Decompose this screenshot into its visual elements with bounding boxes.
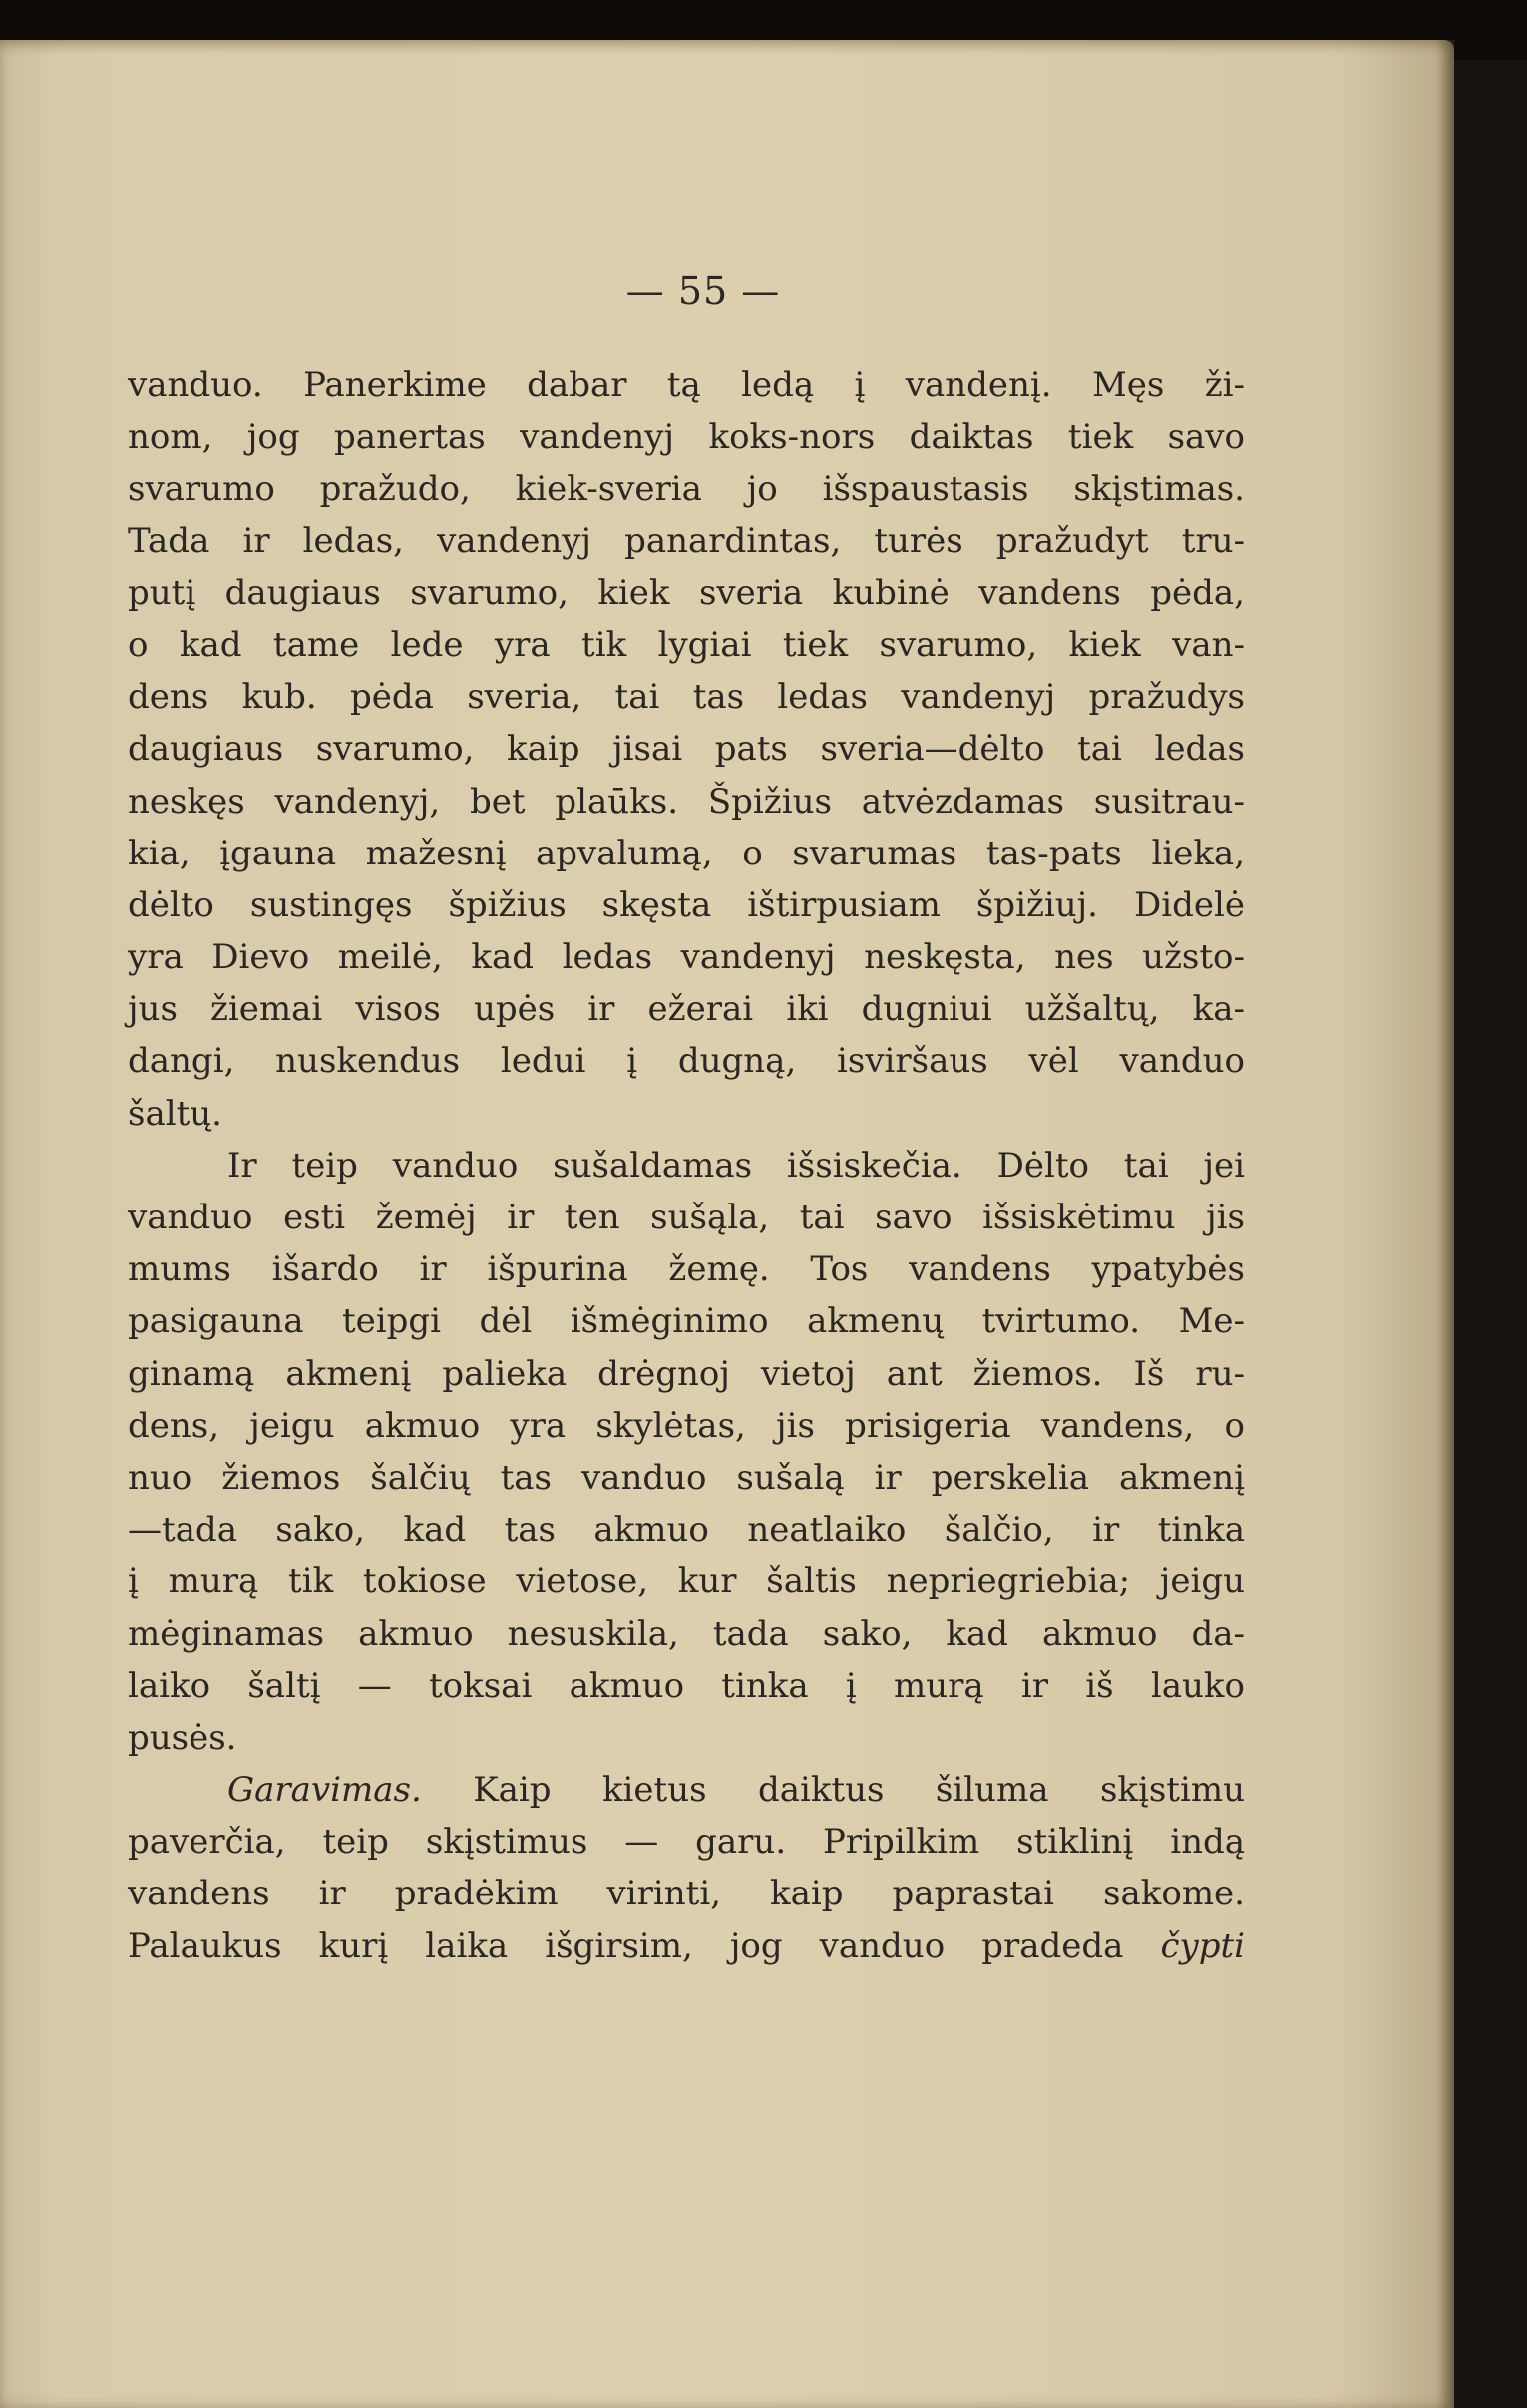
text-line: pusės. — [128, 1717, 237, 1758]
text-line: pasigauna teipgi dėl išmėginimo akmenų tvirtumo. Me- — [128, 1301, 1245, 1342]
text-line — [128, 1920, 1245, 1972]
text-line: putį daugiaus svarumo, kiek sveria kubinė vandens pėda, — [128, 572, 1245, 613]
body-text — [128, 359, 1245, 1972]
text-line: —tada sako, kad tas akmuo neatlaiko šalčio, ir tinka — [128, 1510, 1245, 1550]
text-line: vanduo. Panerkime dabar tą ledą į vandenį. Męs ži- — [128, 365, 1245, 405]
text-line: dėlto sustingęs špižius skęsta ištirpusiam špižiuj. Didelė — [128, 884, 1245, 925]
text-line: jus žiemai visos upės ir ežerai iki dugniui užšaltų, ka- — [128, 989, 1245, 1030]
text-line: mums išardo ir išpurina žemę. Tos vandens ypatybės — [128, 1249, 1245, 1290]
text-line: Tada ir ledas, vandenyj panardintas, turės pražudyt tru- — [128, 520, 1245, 561]
text-line: į murą tik tokiose vietose, kur šaltis nepriegriebia; jeigu — [128, 1561, 1245, 1602]
page-number: — 55 — — [625, 269, 781, 313]
text-run: Kaip kietus daiktus šiluma skįstimu — [421, 1770, 1245, 1811]
section-heading: Garavimas. — [227, 1770, 422, 1811]
text-line: neskęs vandenyj, bet plaūks. Špižius atvėzdamas susitrau- — [128, 781, 1245, 822]
text-line: dangi, nuskendus ledui į dugną, isviršaus vėl vanduo — [128, 1041, 1245, 1082]
text-line: vandens ir pradėkim virinti, kaip paprastai sakome. — [128, 1874, 1245, 1914]
text-line: dens, jeigu akmuo yra skylėtas, jis prisigeria vandens, o — [128, 1405, 1245, 1446]
text-line: o kad tame lede yra tik lygiai tiek svarumo, kiek van- — [128, 624, 1245, 665]
page-edge-shadow — [1436, 40, 1454, 2408]
text-line: Ir teip vanduo sušaldamas išsiskečia. Dėlto tai jei — [227, 1145, 1245, 1186]
text-line: yra Dievo meilė, kad ledas vandenyj neskęsta, nes užsto- — [128, 937, 1245, 978]
text-line: nom, jog panertas vandenyj koks-nors daiktas tiek savo — [128, 417, 1245, 458]
text-line — [128, 1764, 1245, 1816]
text-line: kia, įgauna mažesnį apvalumą, o svarumas tas-pats lieka, — [128, 833, 1245, 873]
text-line: daugiaus svarumo, kaip jisai pats sveria—dėlto tai ledas — [128, 729, 1245, 770]
text-line: šaltų. — [128, 1093, 222, 1134]
text-line: nuo žiemos šalčių tas vanduo sušalą ir perskelia akmenį — [128, 1457, 1245, 1498]
emphasis-word: čypti — [1160, 1925, 1245, 1966]
text-line: mėginamas akmuo nesuskila, tada sako, kad akmuo da- — [128, 1613, 1245, 1654]
text-line: ginamą akmenį palieka drėgnoj vietoj ant žiemos. Iš ru- — [128, 1353, 1245, 1394]
text-line: laiko šaltį — toksai akmuo tinka į murą ir iš lauko — [128, 1665, 1245, 1706]
text-run: Palaukus kurį laika išgirsim, jog vanduo pradeda — [128, 1925, 1161, 1966]
text-line: svarumo pražudo, kiek-sveria jo išspaustasis skįstimas. — [128, 469, 1245, 510]
text-line: dens kub. pėda sveria, tai tas ledas vandenyj pražudys — [128, 677, 1245, 718]
text-line: paverčia, teip skįstimus — garu. Pripilkim stiklinį indą — [128, 1822, 1245, 1863]
text-line: vanduo esti žemėj ir ten sušąla, tai savo išsiskėtimu jis — [128, 1198, 1245, 1237]
